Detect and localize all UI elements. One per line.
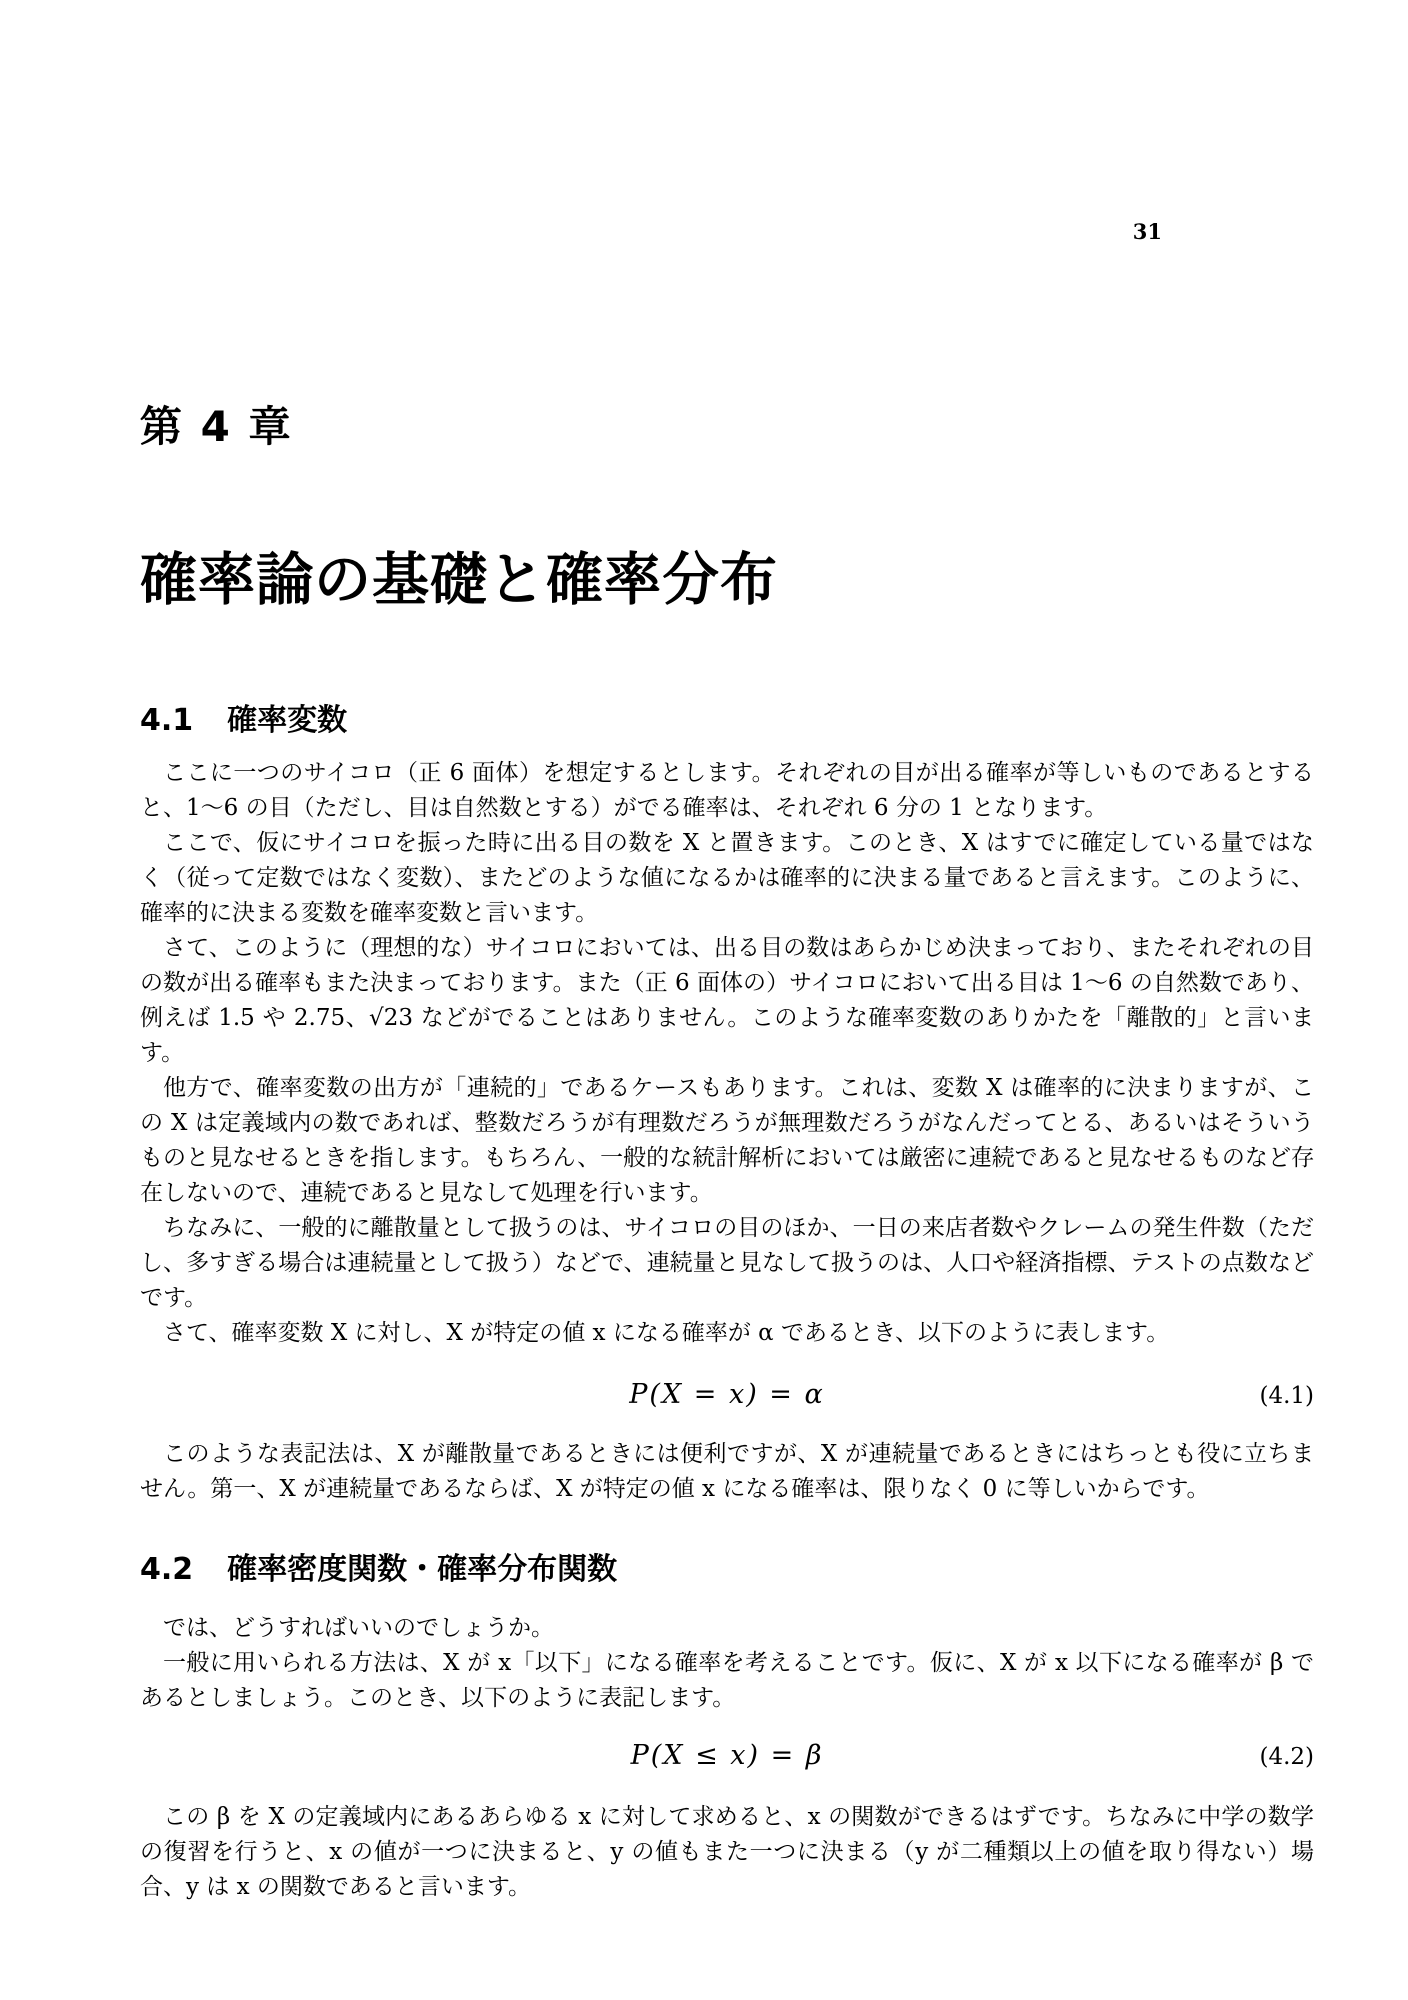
section-heading-4-2: [140, 1551, 1314, 1589]
page-number: 31: [1132, 219, 1162, 244]
section-title: 確率密度関数・確率分布関数: [227, 1552, 618, 1587]
equation-number: (4.1): [1259, 1383, 1314, 1409]
paragraph: では、どうすればいいのでしょうか。: [163, 1615, 554, 1641]
equation-4-1: [140, 1377, 1314, 1413]
section-heading-4-1: [140, 702, 347, 740]
paragraph: 他方で、確率変数の出方が「連続的」であるケースもあります。これは、変数 X は確率的に決まりますが、この X は定義域内の数であれば、整数だろうが有理数だろうが無理数だろうがなんだってとる、あるいはそういうものと見なせるときを指します。もちろん、一般的な統計解析においては厳密に連続であると見なせるものなど存在しないので、連続であると見なして処理を行います。: [140, 1075, 1314, 1206]
paragraph: この β を X の定義域内にあるあらゆる x に対して求めると、x の関数ができるはずです。ちなみに中学の数学の復習を行うと、x の値が一つに決まると、y の値もまた一つに決まる（y が二種類以上の値を取り得ない）場合、y は x の関数であると言います。: [140, 1804, 1314, 1900]
body-text: [140, 756, 1314, 1905]
chapter-label: 第 4 章: [140, 402, 293, 451]
paragraph: ここで、仮にサイコロを振った時に出る目の数を X と置きます。このとき、X はすでに確定している量ではなく（従って定数ではなく変数）、またどのような値になるかは確率的に決まる量であると言えます。このように、確率的に決まる変数を確率変数と言います。: [140, 830, 1314, 926]
paragraph: ここに一つのサイコロ（正 6 面体）を想定するとします。それぞれの目が出る確率が等しいものであるとすると、1〜6 の目（ただし、目は自然数とする）がでる確率は、それぞれ 6 分の 1 となります。: [140, 760, 1314, 821]
equation-body: P(X ≤ x) = β: [630, 1740, 824, 1771]
chapter-title: 確率論の基礎と確率分布: [140, 547, 778, 614]
equation-number: (4.2): [1259, 1744, 1314, 1770]
section-number: 4.2: [140, 1552, 194, 1587]
paragraph: このような表記法は、X が離散量であるときには便利ですが、X が連続量であるときにはちっとも役に立ちません。第一、X が連続量であるならば、X が特定の値 x になる確率は、限りなく 0 に等しいからです。: [140, 1441, 1314, 1502]
equation-4-2: [140, 1738, 1314, 1774]
paragraph: 一般に用いられる方法は、X が x「以下」になる確率を考えることです。仮に、X が x 以下になる確率が β であるとしましょう。このとき、以下のように表記します。: [140, 1650, 1314, 1711]
section-title: 確率変数: [227, 703, 348, 738]
paragraph: さて、確率変数 X に対し、X が特定の値 x になる確率が α であるとき、以下のように表します。: [163, 1320, 1170, 1346]
equation-body: P(X = x) = α: [629, 1379, 825, 1410]
paragraph: さて、このように（理想的な）サイコロにおいては、出る目の数はあらかじめ決まっており、またそれぞれの目の数が出る確率もまた決まっております。また（正 6 面体の）サイコロにおいて出る目は 1〜6 の自然数であり、例えば 1.5 や 2.75、√23 などがでることはありません。このような確率変数のありかたを「離散的」と言います。: [140, 935, 1314, 1066]
paragraph: ちなみに、一般的に離散量として扱うのは、サイコロの目のほか、一日の来店者数やクレームの発生件数（ただし、多すぎる場合は連続量として扱う）などで、連続量と見なして扱うのは、人口や経済指標、テストの点数などです。: [140, 1215, 1314, 1311]
section-number: 4.1: [140, 703, 194, 738]
